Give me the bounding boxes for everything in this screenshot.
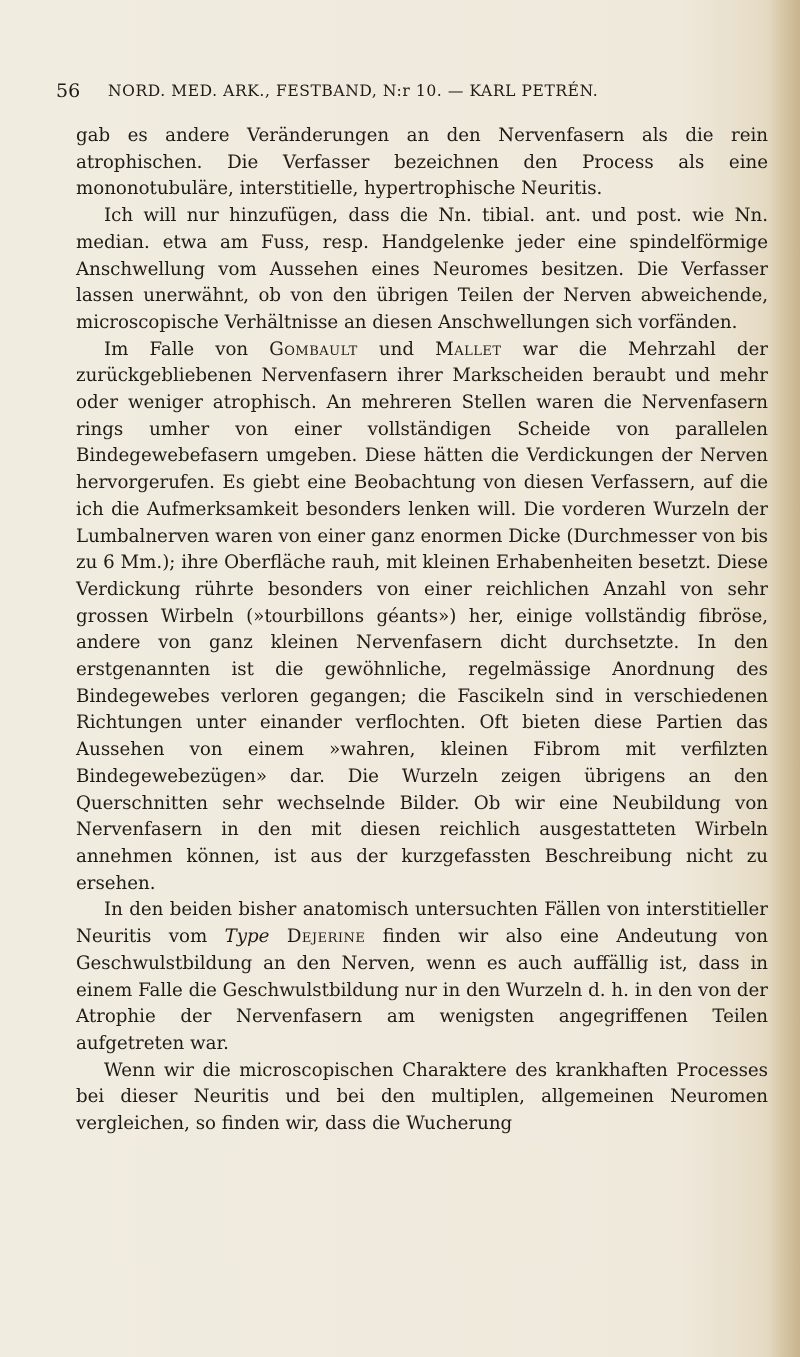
paragraph <box>76 337 768 898</box>
paragraph <box>76 897 768 1057</box>
author-name: Gombault <box>269 338 358 360</box>
body-text <box>76 123 768 1138</box>
emphasis-text: Type <box>224 926 270 948</box>
text-run: finden wir also eine Andeutung von Geschwulstbildung an den Nerven, wenn es auch auffällig ist, dass in einem Falle die Geschwulstbildung nur in den Wurzeln d. h. in den von der Atrophie der Nervenfasern am wenigsten angegriffenen Teilen aufgetreten war. <box>76 926 768 1054</box>
text-run: und <box>357 338 436 360</box>
page-edge-shadow <box>770 0 800 1357</box>
running-title: NORD. MED. ARK., FESTBAND, N:r 10. — KARL PETRÉN. <box>108 82 599 100</box>
text-run: In den beiden bisher anatomisch untersuchten Fällen von interstitieller Neuritis vom <box>76 899 768 948</box>
paragraph <box>76 123 768 203</box>
text-run: Wenn wir die microscopischen Charaktere des krankhaften Processes bei dieser Neuritis und bei den multiplen, allgemeinen Neuromen vergleichen, so finden wir, dass die Wucherung <box>76 1059 768 1135</box>
author-name: Mallet <box>435 338 502 360</box>
page-number: 56 <box>56 80 81 102</box>
paragraph <box>76 1058 768 1138</box>
text-run: gab es andere Veränderungen an den Nervenfasern als die rein atrophischen. Die Verfasser bezeichnen den Process als eine mononotubuläre, interstitielle, hypertrophische Neuritis. <box>76 125 768 200</box>
text-run: Ich will nur hinzufügen, dass die Nn. tibial. ant. und post. wie Nn. median. etwa am Fuss, resp. Handgelenke jeder eine spindelförmige Anschwellung vom Aussehen eines Neuromes besitzen. Die Verfasser lassen unerwähnt, ob von den übrigen Teilen der Nerven abweichende, microscopische Verhältnisse an diesen Anschwellungen sich vorfänden. <box>76 205 768 333</box>
text-run: war die Mehrzahl der zurückgebliebenen Nervenfasern ihrer Markscheiden beraubt und mehr oder weniger atrophisch. An mehreren Stellen waren die Nervenfasern rings umher von einer vollständigen Scheide von parallelen Bindegewebefasern umgeben. Diese hätten die Verdickungen der Nerven hervorgerufen. Es giebt eine Beobachtung von diesen Verfassern, auf die ich die Aufmerksamkeit besonders lenken will. Die vorderen Wurzeln der Lumbalnerven waren von einer ganz enormen Dicke (Durchmesser von bis zu 6 Mm.); ihre Oberfläche rauh, mit kleinen Erhabenheiten besetzt. Diese Verdickung rührte besonders von einer reichlichen Anzahl von sehr grossen Wirbeln (»tourbillons géants») her, einige vollständig fibröse, andere von ganz kleinen Nervenfasern dicht durchsetzte. In den erstgenannten ist die gewöhnliche, regelmässige Anordnung des Bindegewebes verloren gegangen; die Fascikeln sind in verschiedenen Richtungen unter einander verflochten. Oft bieten diese Partien das Aussehen von einem »wahren, kleinen Fibrom mit verfilzten Bindegewebezügen» dar. Die Wurzeln zeigen übrigens an den Querschnitten sehr wechselnde Bilder. Ob wir eine Neubildung von Nervenfasern in den mit diesen reichlich ausgestatteten Wirbeln annehmen können, ist aus der kurzgefassten Beschreibung nicht zu ersehen. <box>76 338 768 894</box>
running-header <box>56 80 766 106</box>
text-run <box>269 926 286 947</box>
author-name: Dejerine <box>286 926 366 948</box>
text-run: Im Falle von <box>104 338 270 360</box>
paragraph <box>76 203 768 337</box>
